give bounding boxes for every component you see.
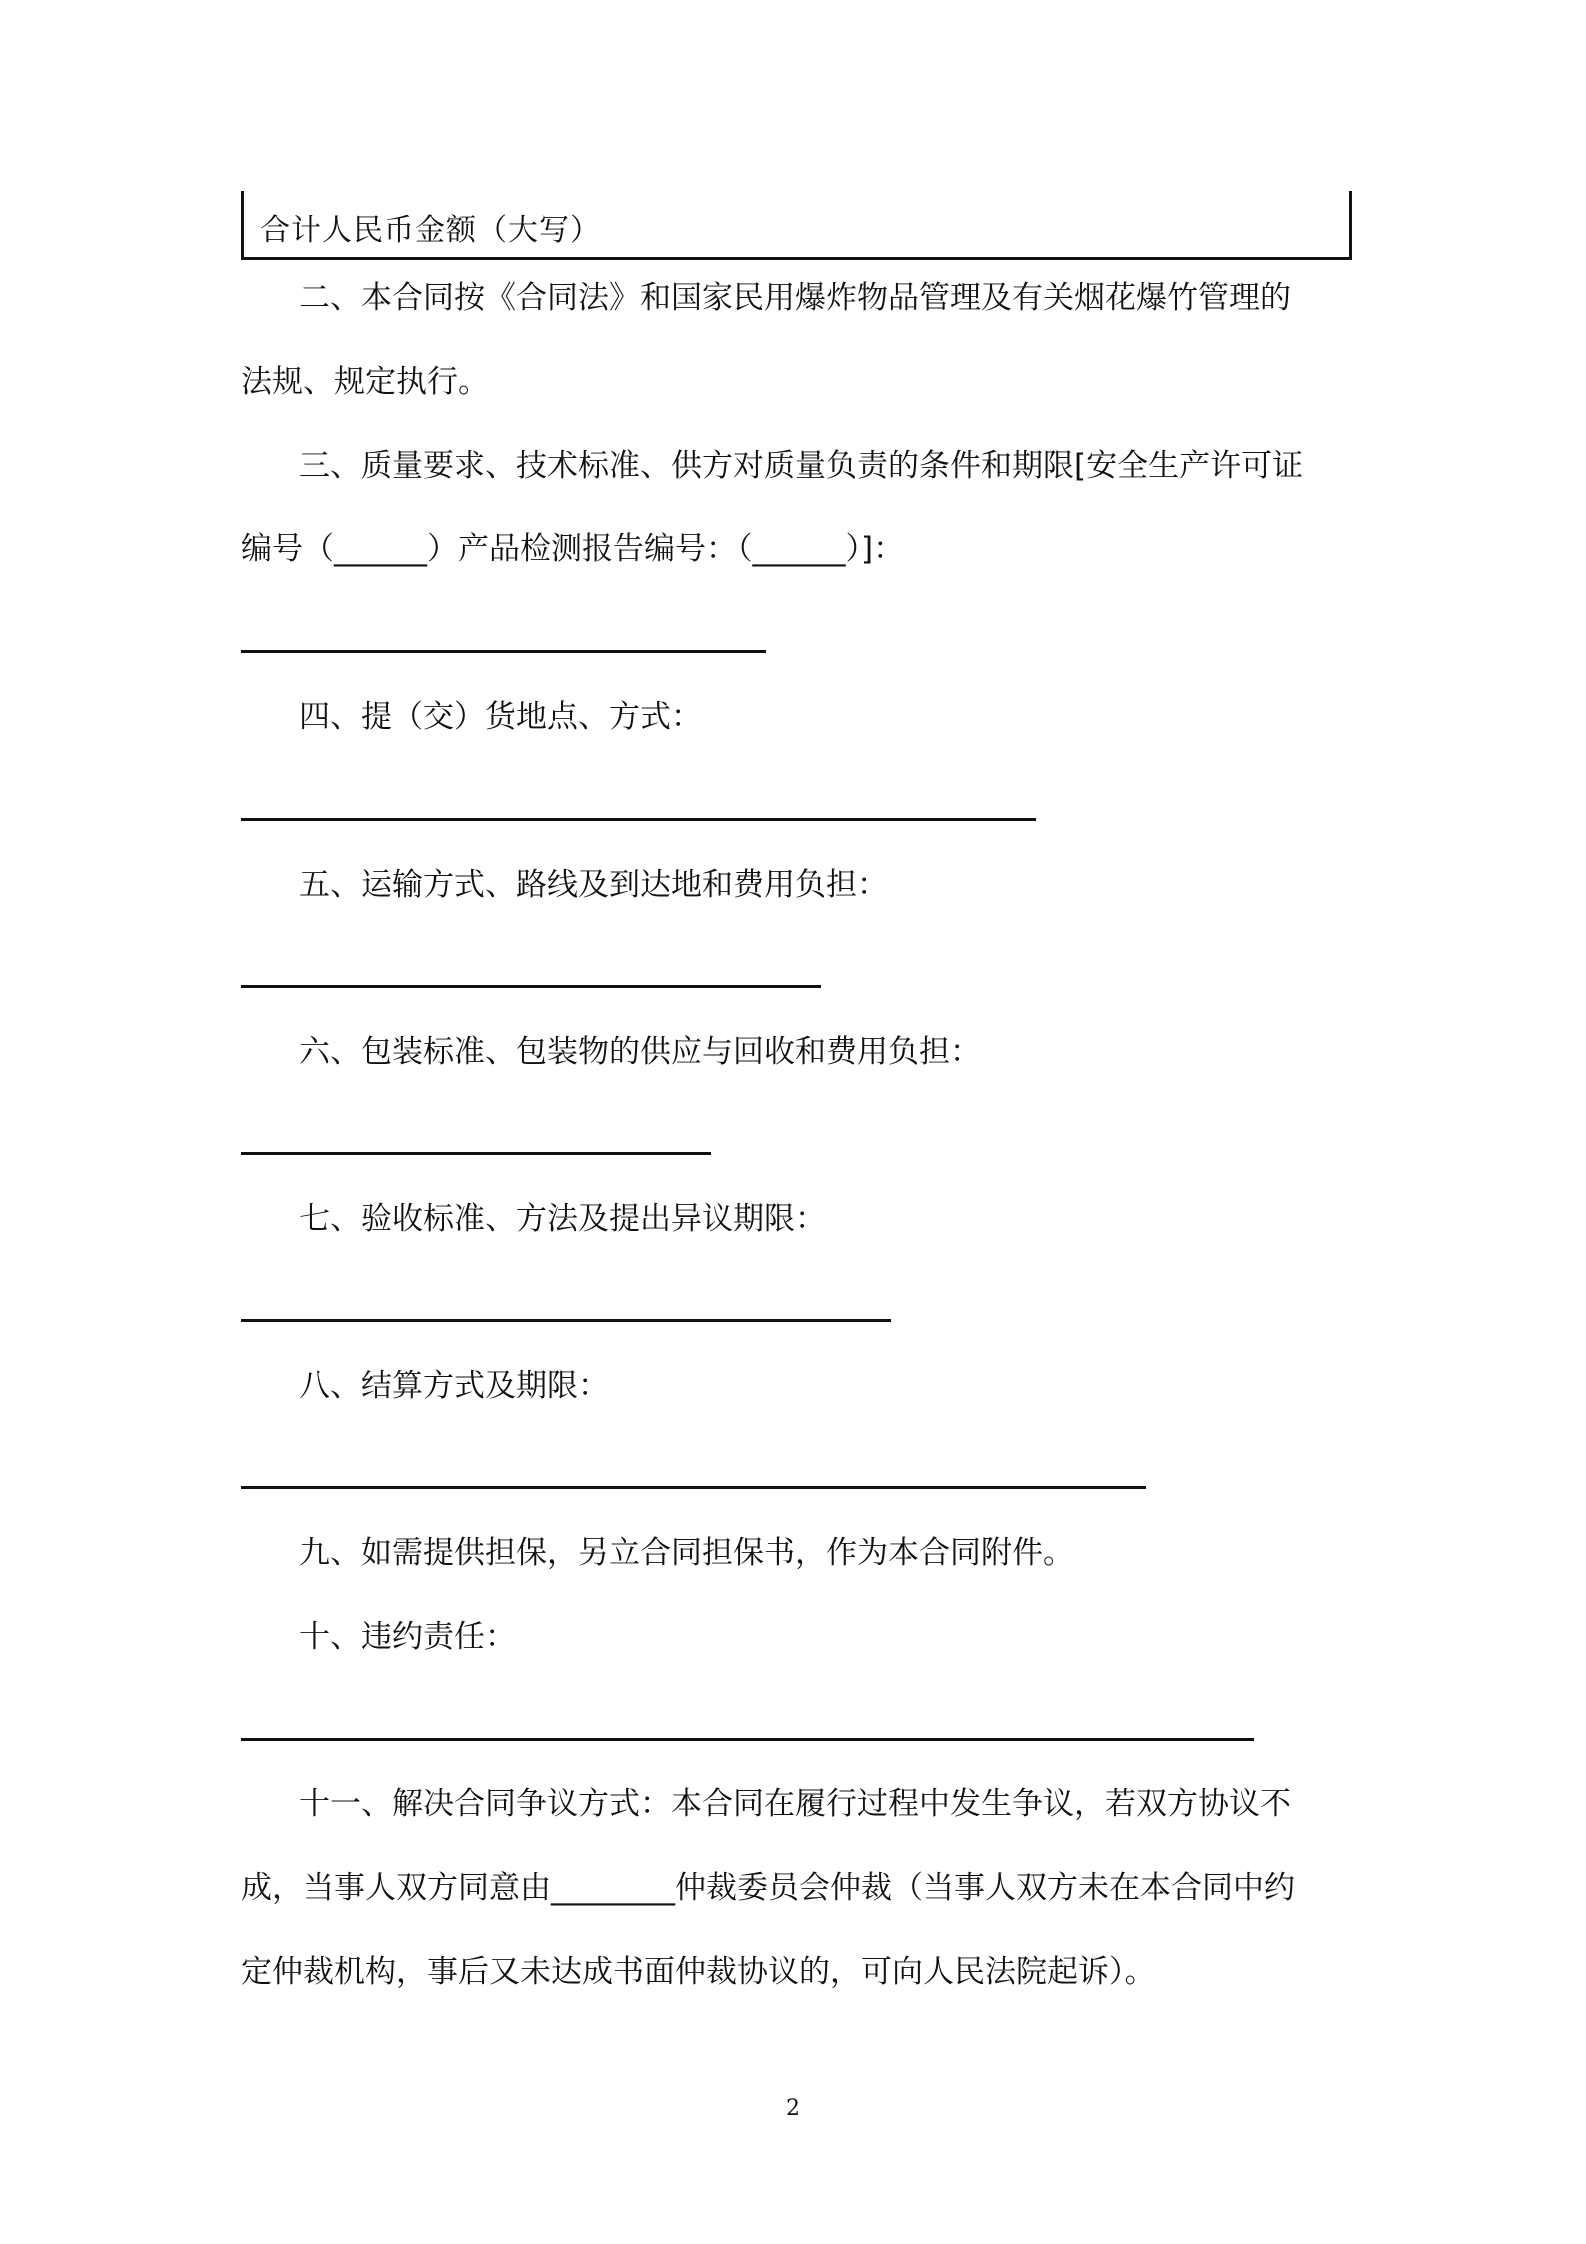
amount-table-row [241, 191, 1352, 260]
clause-6-fill-line [241, 1152, 711, 1155]
clause-2-line-1: 二、本合同按《合同法》和国家民用爆炸物品管理及有关烟花爆竹管理的 [299, 280, 1291, 316]
clause-4-fill-line [241, 818, 1036, 821]
clause-4-heading: 四、提（交）货地点、方式： [299, 699, 702, 735]
clause-8-heading: 八、结算方式及期限： [299, 1368, 609, 1404]
clause-7-fill-line [241, 1319, 891, 1322]
clause-10-fill-line [241, 1738, 1254, 1741]
clause-11-line-1: 十一、解决合同争议方式：本合同在履行过程中发生争议，若双方协议不 [299, 1786, 1291, 1822]
clause-10-heading: 十、违约责任： [299, 1619, 516, 1655]
total-amount-label: 合计人民币金额（大写） [260, 213, 601, 248]
clause-9-text: 九、如需提供担保，另立合同担保书，作为本合同附件。 [299, 1535, 1074, 1571]
clause-6-heading: 六、包装标准、包装物的供应与回收和费用负担： [299, 1034, 981, 1070]
clause-11-line-2: 成，当事人双方同意由________仲裁委员会仲裁（当事人双方未在本合同中约 [241, 1870, 1295, 1906]
clause-5-fill-line [241, 985, 821, 988]
clause-11-line-3: 定仲裁机构，事后又未达成书面仲裁协议的，可向人民法院起诉）。 [241, 1954, 1156, 1990]
clause-7-heading: 七、验收标准、方法及提出异议期限： [299, 1201, 826, 1237]
clause-3-line-1: 三、质量要求、技术标准、供方对质量负责的条件和期限[安全生产许可证 [299, 448, 1304, 484]
clause-3-line-2: 编号（______）产品检测报告编号：（______）]： [241, 531, 905, 567]
clause-2-line-2: 法规、规定执行。 [241, 364, 489, 400]
clause-5-heading: 五、运输方式、路线及到达地和费用负担： [299, 867, 888, 903]
page-number: 2 [786, 2096, 800, 2121]
clause-8-fill-line [241, 1486, 1146, 1489]
clause-3-fill-line [241, 650, 766, 653]
